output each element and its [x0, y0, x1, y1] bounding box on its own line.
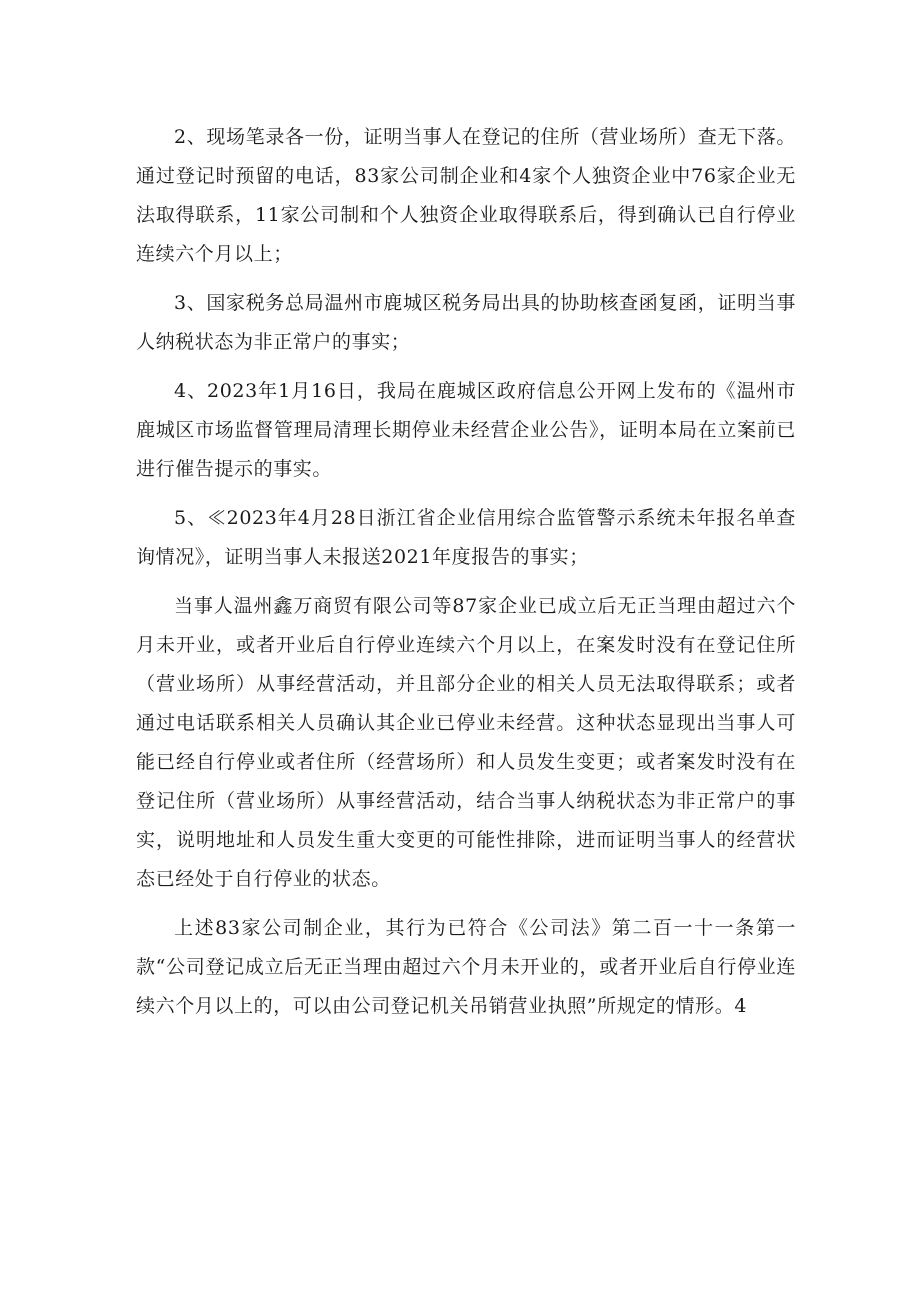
evidence-paragraph-5: 5、≪2023年4月28日浙江省企业信用综合监管警示系统未年报名单查询情况》，证明当事人未报送2021年度报告的事实；: [136, 507, 796, 568]
evidence-paragraph-2: 2、现场笔录各一份，证明当事人在登记的住所（营业场所）查无下落。通过登记时预留的电话，83家公司制企业和4家个人独资企业中76家企业无法取得联系，11家公司制和个人独资企业取得联系后，得到确认已自行停业连续六个月以上；: [136, 126, 796, 265]
legal-basis-paragraph: 上述83家公司制企业，其行为已符合《公司法》第二百一十一条第一款“公司登记成立后无正当理由超过六个月未开业的，或者开业后自行停业连续六个月以上的，可以由公司登记机关吊销营业执照”所规定的情形。4: [136, 917, 796, 1017]
evidence-paragraph-3: 3、国家税务总局温州市鹿城区税务局出具的协助核查函复函，证明当事人纳税状态为非正常户的事实；: [136, 292, 796, 353]
document-page: [136, 118, 796, 1026]
evidence-paragraph-4: 4、2023年1月16日，我局在鹿城区政府信息公开网上发布的《温州市鹿城区市场监督管理局清理长期停业未经营企业公告》，证明本局在立案前已进行催告提示的事实。: [136, 380, 796, 480]
analysis-paragraph: 当事人温州鑫万商贸有限公司等87家企业已成立后无正当理由超过六个月未开业，或者开业后自行停业连续六个月以上，在案发时没有在登记住所（营业场所）从事经营活动，并且部分企业的相关人员无法取得联系；或者通过电话联系相关人员确认其企业已停业未经营。这种状态显现出当事人可能已经自行停业或者住所（经营场所）和人员发生变更；或者案发时没有在登记住所（营业场所）从事经营活动，结合当事人纳税状态为非正常户的事实，说明地址和人员发生重大变更的可能性排除，进而证明当事人的经营状态已经处于自行停业的状态。: [136, 595, 796, 890]
